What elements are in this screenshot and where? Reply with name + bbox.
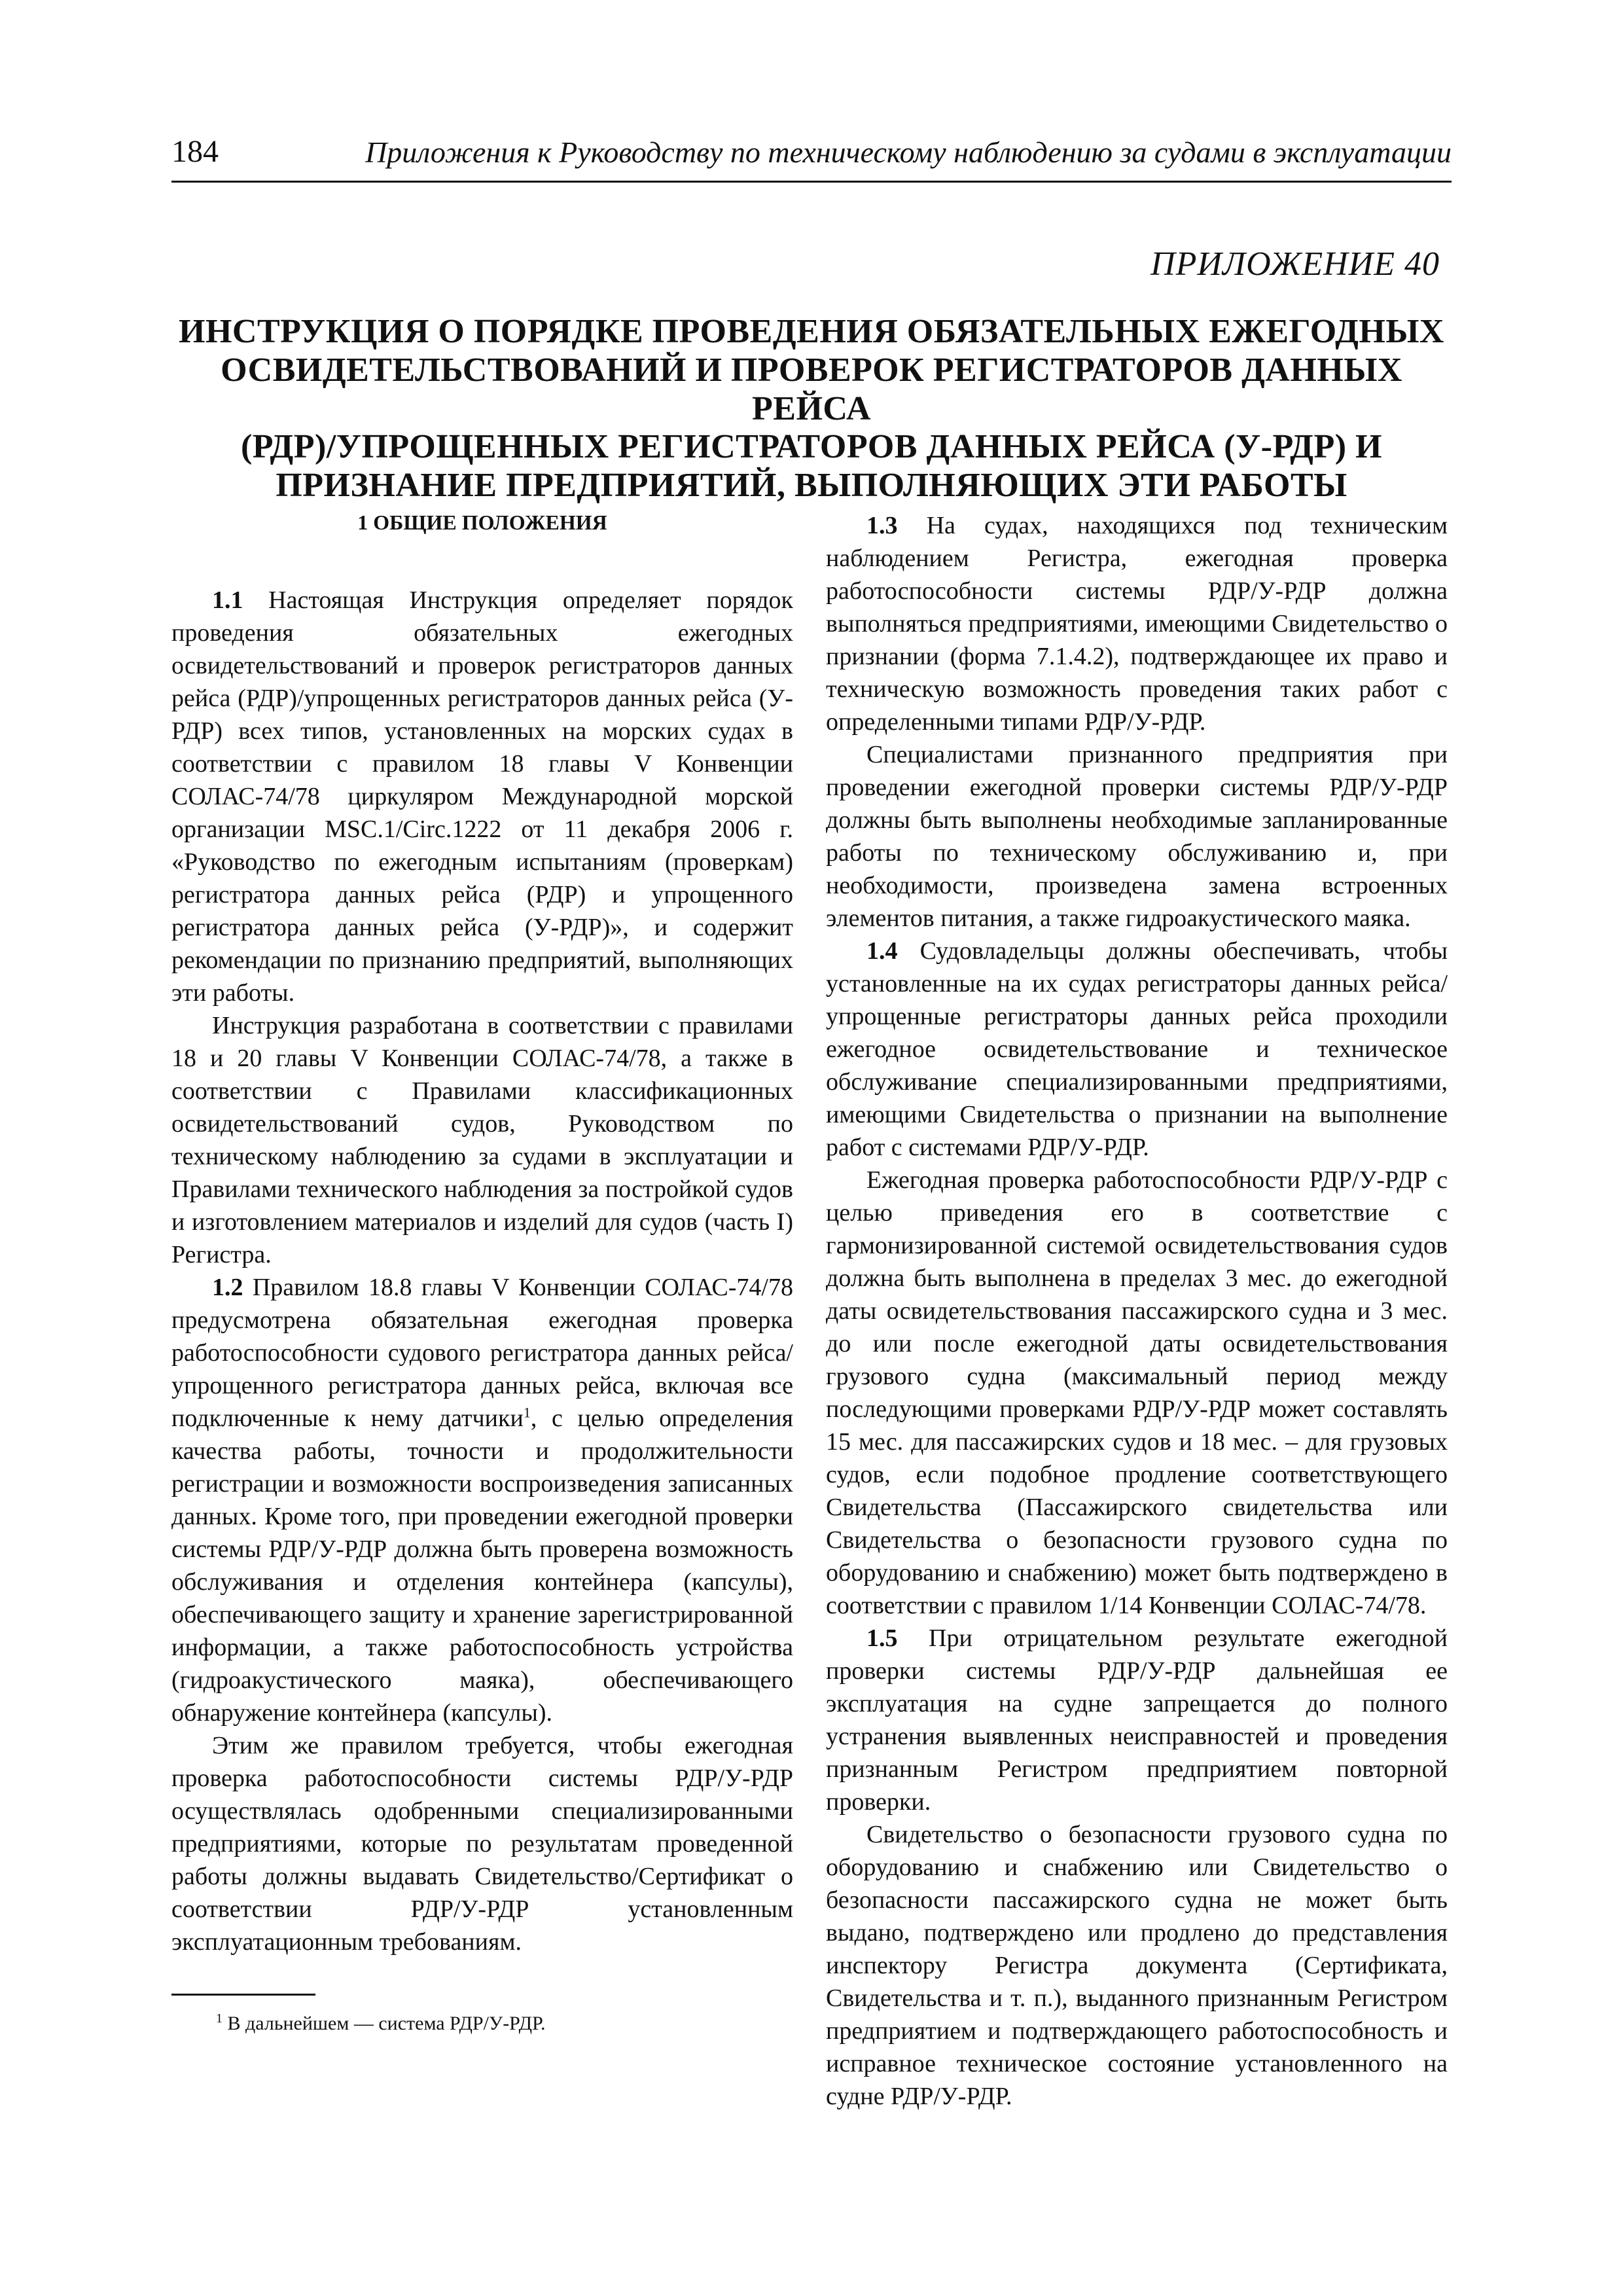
running-header: Приложения к Руководству по техническому наблюдению за судами в эксплуатации bbox=[365, 135, 1452, 169]
document-title bbox=[171, 313, 1452, 505]
title-line: ПРИЗНАНИЕ ПРЕДПРИЯТИЙ, ВЫПОЛНЯЮЩИХ ЭТИ РАБОТЫ bbox=[276, 467, 1347, 504]
paragraph-text: На судах, находящихся под техническим наблюдением Регистра, ежегодная проверка работоспособности системы РДР/У-РДР должна выполняться предприятиями, имеющими Свидетельство о признании (форма 7.1.4.2), подтверждающее их право и техническую возможность проведения таких работ с определенными типами РДР/У-РДР. bbox=[826, 512, 1448, 736]
clause-number: 1.2 bbox=[212, 1274, 243, 1301]
paragraph-text: , с целью определения качества работы, точности и продолжительности регистрации и возможности воспроизведения записанных данных. Кроме того, при проведении ежегодной проверки системы РДР/У-РДР должна быть проверена возможность обслуживания и отделения контейнера (капсулы), обеспечивающего защиту и хранение зарегистрированной информации, а также работоспособность устройства (гидроакустического маяка), обеспечивающего обнаружение контейнера (капсулы). bbox=[171, 1405, 793, 1727]
paragraph: Этим же правилом требуется, чтобы ежегодная проверка работоспособности системы РДР/У-РДР осуществлялась одобренными специализированными предприятиями, которые по результатам проведенной работы должны выдавать Свидетельство/Сертификат о соответствии РДР/У-РДР установленным эксплуатационным требованиям. bbox=[171, 1732, 793, 1956]
paragraph-1-5 bbox=[826, 1622, 1448, 1818]
footnote bbox=[216, 2012, 546, 2036]
clause-number: 1.4 bbox=[866, 937, 898, 965]
header-rule bbox=[171, 181, 1452, 183]
paragraph-1-2 bbox=[171, 1271, 793, 1729]
paragraph-text: При отрицательном результате ежегодной проверки системы РДР/У-РДР дальнейшая ее эксплуатация на судне запрещается до полного устранения выявленных неисправностей и проведения признанным Регистром предприятием повторной проверки. bbox=[826, 1624, 1448, 1816]
page-number: 184 bbox=[171, 134, 219, 169]
footnote-text: В дальнейшем — система РДР/У-РДР. bbox=[223, 2013, 546, 2034]
title-line: ИНСТРУКЦИЯ О ПОРЯДКЕ ПРОВЕДЕНИЯ ОБЯЗАТЕЛЬНЫХ ЕЖЕГОДНЫХ bbox=[179, 313, 1444, 350]
title-line: ОСВИДЕТЕЛЬСТВОВАНИЙ И ПРОВЕРОК РЕГИСТРАТОРОВ ДАННЫХ РЕЙСА bbox=[221, 351, 1402, 427]
clause-number: 1.5 bbox=[866, 1624, 898, 1652]
paragraph-1-1 bbox=[171, 584, 793, 1009]
appendix-label: ПРИЛОЖЕНИЕ 40 bbox=[1150, 245, 1440, 283]
paragraph-text: Правилом 18.8 главы V Конвенции СОЛАС-74/78 предусмотрена обязательная ежегодная проверка работоспособности судового регистратора данных рейса/упрощенного регистратора данных рейса, включая все подключенные к нему датчики bbox=[171, 1274, 793, 1432]
right-column bbox=[826, 509, 1448, 2113]
title-line: (РДР)/УПРОЩЕННЫХ РЕГИСТРАТОРОВ ДАННЫХ РЕЙСА (У-РДР) И bbox=[240, 428, 1383, 466]
paragraph-1-3 bbox=[826, 509, 1448, 738]
paragraph: Инструкция разработана в соответствии с правилами 18 и 20 главы V Конвенции СОЛАС-74/78, а также в соответствии с Правилами классификационных освидетельствований судов, Руководством по техническому наблюдению за судами в эксплуатации и Правилами технического наблюдения за постройкой судов и изготовлением материалов и изделий для судов (часть I) Регистра. bbox=[171, 1012, 793, 1268]
paragraph: Специалистами признанного предприятия при проведении ежегодной проверки системы РДР/У-РДР должны быть выполнены необходимые запланированные работы по техническому обслуживанию и, при необходимости, произведена замена встроенных элементов питания, а также гидроакустического маяка. bbox=[826, 741, 1448, 932]
clause-number: 1.3 bbox=[866, 512, 898, 539]
paragraph: Ежегодная проверка работоспособности РДР/У-РДР с целью приведения его в соответствие с гармонизированной системой освидетельствования судов должна быть выполнена в пределах 3 мес. до ежегодной даты освидетельствования пассажирского судна и 3 мес. до или после ежегодной даты освидетельствования грузового судна (максимальный период между последующими проверками РДР/У-РДР может составлять 15 мес. для пассажирских судов и 18 мес. – для грузовых судов, если подобное продление соответствующего Свидетельства (Пассажирского свидетельства или Свидетельства о безопасности грузового судна по оборудованию и снабжению) может быть подтверждено в соответствии с правилом 1/14 Конвенции СОЛАС-74/78. bbox=[826, 1166, 1448, 1619]
paragraph-text: Настоящая Инструкция определяет порядок проведения обязательных ежегодных освидетельствований и проверок регистраторов данных рейса (РДР)/упрощенных регистраторов данных рейса (У-РДР) всех типов, установленных на морских судах в соответствии с правилом 18 главы V Конвенции СОЛАС-74/78 циркуляром Международной морской организации MSC.1/Circ.1222 от 11 декабря 2006 г. «Руководство по ежегодным испытаниям (проверкам) регистратора данных рейса (РДР) и упрощенного регистратора данных рейса (У-РДР)», и содержит рекомендации по признанию предприятий, выполняющих эти работы. bbox=[171, 586, 793, 1007]
paragraph: Свидетельство о безопасности грузового судна по оборудованию и снабжению или Свидетельство о безопасности пассажирского судна не может быть выдано, подтверждено или продлено до представления инспектору Регистра документа (Сертификата, Свидетельства и т. п.), выданного признанным Регистром предприятием и подтверждающего работоспособность и исправное техническое состояние установленного на судне РДР/У-РДР. bbox=[826, 1821, 1448, 2110]
left-column bbox=[171, 509, 793, 1958]
clause-number: 1.1 bbox=[212, 586, 243, 614]
footnote-marker: 1 bbox=[216, 2011, 223, 2026]
paragraph-text: Судовладельцы должны обеспечивать, чтобы установленные на их судах регистраторы данных рейса/упрощенные регистраторы данных рейса проходили ежегодное освидетельствование и техническое обслуживание специализированными предприятиями, имеющими Свидетельства о признании на выполнение работ с системами РДР/У-РДР. bbox=[826, 937, 1448, 1161]
section-heading: 1 ОБЩИЕ ПОЛОЖЕНИЯ bbox=[357, 511, 607, 534]
footnote-reference: 1 bbox=[523, 1404, 531, 1421]
footnote-rule bbox=[171, 1994, 315, 1996]
paragraph-1-4 bbox=[826, 935, 1448, 1164]
